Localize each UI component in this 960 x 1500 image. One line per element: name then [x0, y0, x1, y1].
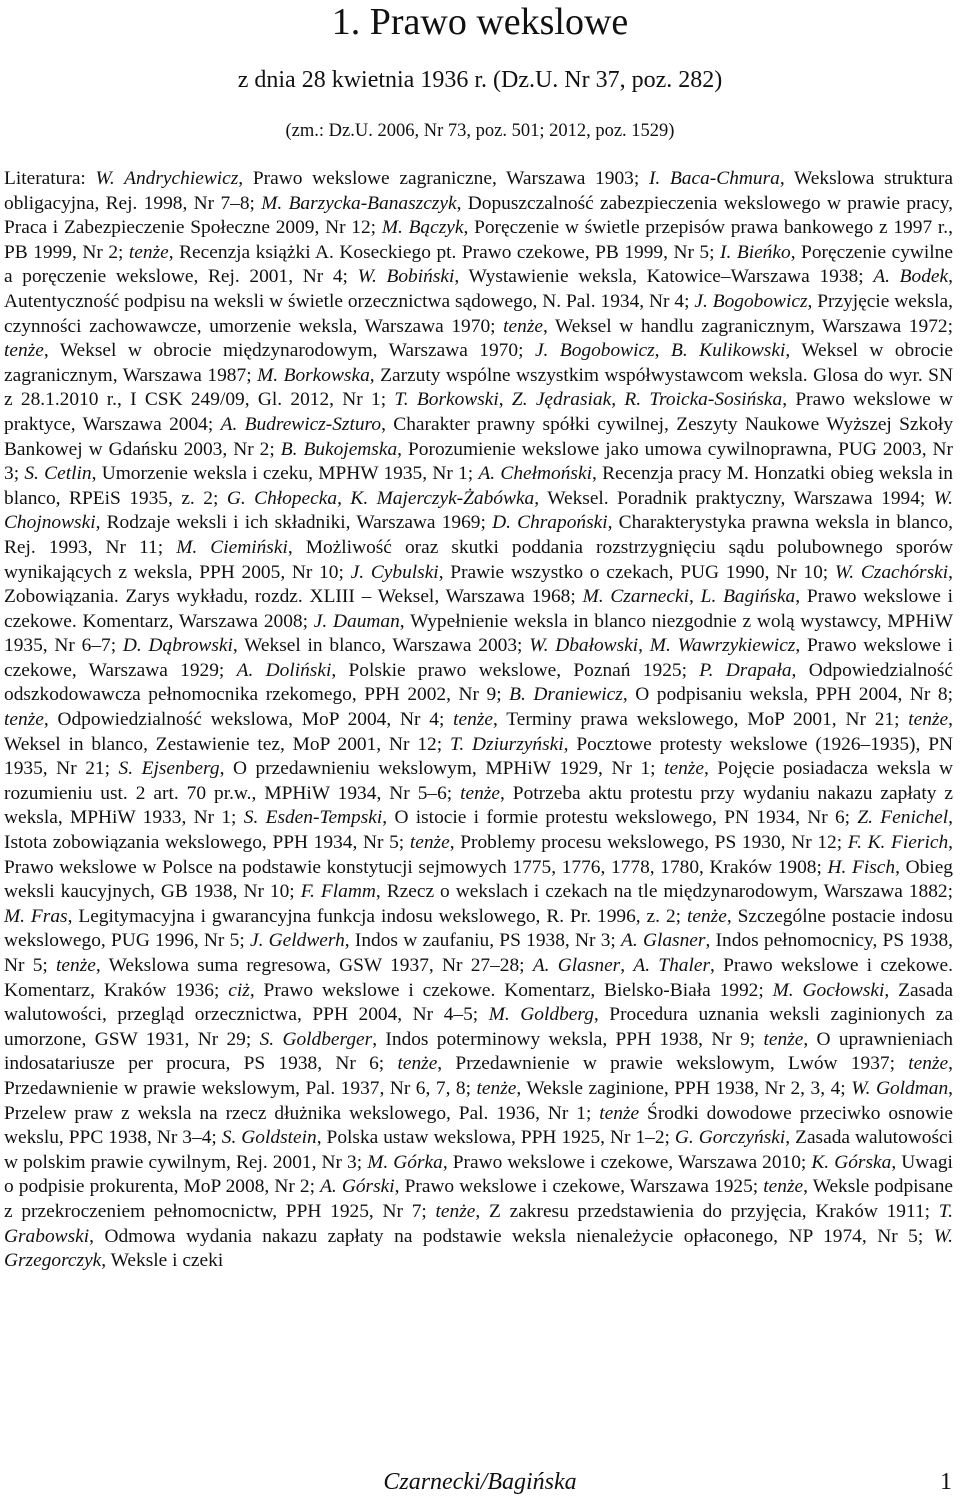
literature-author: Z. Jędrasiak: [511, 389, 612, 411]
literature-text: , Istota zobowiązania wekslowego, PPH 1934, Nr 5;: [4, 807, 953, 854]
literature-text: , Rzecz o wekslach i czekach na tle międzynarodowym, Warszawa 1882;: [375, 881, 953, 903]
literature-author: M. Bączyk: [381, 217, 464, 239]
literature-author: W. Grzegorczyk: [4, 1225, 953, 1272]
literature-text: , Prawo wekslowe zagraniczne, Warszawa 1903;: [238, 168, 649, 189]
literature-author: tenże: [56, 955, 96, 976]
literature-author: A. Glasner: [621, 930, 706, 952]
literature-text: , Możliwość oraz skutki poddania rozstrzygnięciu sądu polubownego sporów wynikających z weksla, PPH 2005, Nr 10;: [4, 536, 953, 583]
literature-author: tenże: [435, 1200, 476, 1222]
literature-author: A. Glasner: [532, 955, 621, 976]
literature-section: [4, 167, 953, 1274]
literature-text: , Indos poterminowy weksla, PPH 1938, Nr 9;: [372, 1028, 764, 1050]
literature-author: J. Geldwerh: [249, 930, 345, 952]
literature-author: tenże: [4, 340, 44, 362]
literature-text: , Procedura uznania weksli zaginionych za umorzone, GSW 1931, Nr 29;: [4, 1004, 954, 1050]
literature-text: , Z zakresu przedstawienia do przyjęcia, Kraków 1911;: [475, 1200, 939, 1222]
literature-text: ,: [611, 389, 625, 411]
literature-text: ,: [638, 635, 650, 657]
literature-text: , Weksel in blanco, Zestawienie tez, MoP 2001, Nr 12;: [4, 709, 953, 755]
literature-author: H. Fisch: [827, 856, 896, 878]
literature-text: , Zarzuty wspólne wszystkim współwystawcom weksla. Glosa do wyr. SN z 28.1.2010 r., I CSK 249/09, Gl. 2012, Nr 1;: [4, 364, 953, 411]
literature-text: , Poręczenie cywilne a poręczenie wekslowe, Rej. 2001, Nr 4;: [4, 241, 953, 288]
literature-author: T. Borkowski: [394, 389, 499, 411]
literature-text: , O przedawnieniu wekslowym, MPHiW 1929, Nr 1;: [219, 758, 665, 780]
literature-text: , Problemy procesu wekslowego, PS 1930, Nr 12;: [449, 832, 848, 854]
literature-author: S. Esden-Tempski: [243, 807, 383, 829]
literature-author: K. Majerczyk-Żabówka: [350, 487, 535, 509]
literature-text: , Przedawnienie w prawie wekslowym, Lwów 1937;: [437, 1053, 909, 1075]
literature-author: B. Bukojemska: [280, 438, 398, 460]
literature-author: tenże: [664, 758, 704, 780]
literature-text: , Odpowiedzialność wekslowa, MoP 2004, Nr 4;: [43, 709, 454, 731]
literature-author: M. Barzycka-Banaszczyk: [261, 192, 457, 214]
literature-text: , Wystawienie weksla, Katowice–Warszawa 1938;: [454, 266, 874, 288]
literature-author: tenże: [908, 1053, 949, 1075]
literature-author: M. Gocłowski: [772, 979, 885, 1001]
literature-text: , Weksel. Poradnik praktyczny, Warszawa 1994;: [534, 487, 934, 509]
literature-label: Literatura:: [4, 168, 86, 189]
literature-text: , Zasada walutowości, przegląd orzecznictwa, PPH 2004, Nr 4–5;: [4, 979, 954, 1026]
literature-text: , Zobowiązania. Zarys wykładu, rozdz. XLIII – Weksel, Warszawa 1968;: [4, 561, 953, 608]
literature-author: tenże: [453, 709, 493, 731]
literature-text: , Prawo wekslowe w praktyce, Warszawa 2004;: [4, 389, 954, 435]
literature-text: , Weksle i czeki: [101, 1250, 224, 1272]
literature-author: M. Borkowska: [257, 364, 370, 386]
literature-author: J. Dauman: [313, 610, 400, 632]
literature-author: tenże: [503, 315, 543, 337]
literature-author: B. Draniewicz: [509, 684, 623, 706]
literature-author: B. Kulikowski: [671, 340, 786, 362]
literature-text: , Prawo wekslowe i czekowe. Komentarz, Warszawa 2008;: [4, 586, 953, 632]
literature-author: M. Goldberg: [488, 1004, 594, 1026]
literature-text: , Odmowa wydania nakazu zapłaty na podstawie weksla nienależycie opłaconego, NP 1974, Nr 5;: [89, 1225, 934, 1247]
literature-author: ciż: [228, 979, 250, 1001]
literature-text: ,: [498, 389, 512, 411]
literature-text: , Recenzja książki A. Koseckiego pt. Prawo czekowe, PB 1999, Nr 5;: [168, 241, 721, 263]
literature-text: , Potrzeba aktu protestu przy wydaniu nakazu zapłaty z weksla, MPHiW 1933, Nr 1;: [4, 782, 953, 829]
literature-author: F. Flamm: [300, 881, 376, 903]
literature-author: M. Wawrzykiewicz: [649, 635, 796, 657]
literature-text: , Wypełnienie weksla in blanco niezgodnie z wolą wystawcy, MPHiW 1935, Nr 6–7;: [4, 610, 954, 657]
literature-text: , Dopuszczalność zabezpieczenia wekslowego w prawie pracy, Praca i Zabezpieczenie Społeczne 2009, Nr 12;: [4, 192, 954, 239]
literature-text: , Wekslowa suma regresowa, GSW 1937, Nr 27–28;: [95, 955, 533, 976]
literature-author: A. Thaler: [633, 955, 710, 976]
literature-text: , Terminy prawa wekslowego, MoP 2001, Nr 21;: [492, 709, 909, 731]
literature-author: W. Andrychiewicz: [95, 168, 239, 189]
literature-author: M. Fras: [4, 905, 68, 927]
literature-author: tenże: [599, 1102, 640, 1124]
literature-text: , Prawo wekslowe i czekowe, Warszawa 1925;: [394, 1176, 764, 1198]
literature-text: , Przelew praw z weksla na rzecz dłużnika wekslowego, Pal. 1936, Nr 1;: [4, 1077, 953, 1124]
literature-author: tenże: [476, 1077, 517, 1099]
page-number: 1: [940, 1469, 952, 1495]
literature-text: , Prawo wekslowe i czekowe. Komentarz, Kraków 1936;: [4, 955, 953, 1001]
literature-author: J. Cybulski: [350, 561, 439, 583]
literature-text: , Umorzenie weksla i czeku, MPHW 1935, Nr 1;: [91, 463, 479, 485]
literature-text: , Indos w zaufaniu, PS 1938, Nr 3;: [344, 930, 622, 952]
literature-text: ,: [689, 586, 701, 608]
literature-author: tenże: [763, 1028, 804, 1050]
literature-author: S. Goldberger: [259, 1028, 373, 1050]
literature-text: , Prawie wszystko o czekach, PUG 1990, Nr 10;: [438, 561, 835, 583]
literature-text: , Rodzaje weksli i ich składniki, Warszawa 1969;: [95, 512, 493, 534]
page-title: 1. Prawo wekslowe: [331, 1, 629, 43]
literature-text: , Weksle podpisane z przekroczeniem pełnomocnictw, PPH 1925, Nr 7;: [4, 1176, 954, 1222]
literature-text: , Przedawnienie w prawie wekslowym, Pal. 1937, Nr 6, 7, 8;: [4, 1053, 953, 1099]
literature-author: A. Górski: [320, 1176, 395, 1198]
literature-author: S. Goldstein: [221, 1127, 317, 1149]
literature-author: W. Goldman: [851, 1077, 949, 1099]
literature-author: T. Grabowski: [4, 1200, 953, 1247]
literature-author: tenże: [908, 709, 949, 731]
literature-author: P. Drapała: [699, 659, 792, 681]
literature-author: S. Ejsenberg: [118, 758, 220, 780]
literature-author: I. Baca-Chmura: [648, 168, 780, 189]
literature-text: , Poręczenie w świetle przepisów prawa bankowego z 1997 r., PB 1999, Nr 2;: [4, 217, 953, 263]
literature-author: tenże: [686, 905, 727, 927]
literature-author: W. Czachórski: [834, 561, 949, 583]
amendments-note: (zm.: Dz.U. 2006, Nr 73, poz. 501; 2012, poz. 1529): [285, 121, 675, 141]
literature-author: D. Dąbrowski: [122, 635, 233, 657]
literature-author: W. Dbałowski: [529, 635, 639, 657]
literature-author: M. Ciemiński: [176, 536, 288, 558]
literature-author: F. K. Fierich: [847, 832, 949, 854]
literature-text: , Zasada walutowości w polskim prawie cywilnym, Rej. 2001, Nr 3;: [4, 1127, 953, 1173]
literature-text: , Charakterystyka prawna weksla in blanco, Rej. 1993, Nr 11;: [4, 512, 954, 558]
literature-text: , Polskie prawo wekslowe, Poznań 1925;: [331, 659, 700, 681]
literature-author: M. Górka: [367, 1151, 443, 1173]
literature-text: , Recenzja pracy M. Honzatki obieg weksla in blanco, RPEiS 1935, z. 2;: [4, 463, 953, 509]
literature-author: M. Czarnecki: [582, 586, 689, 608]
literature-text: , Weksel w obrocie międzynarodowym, Warszawa 1970;: [43, 340, 535, 362]
literature-text: , Prawo wekslowe i czekowe, Warszawa 2010;: [442, 1151, 812, 1173]
literature-author: W. Chojnowski: [4, 487, 954, 534]
literature-text: Środki dowodowe przeciwko osnowie wekslu, PPC 1938, Nr 3–4;: [4, 1102, 954, 1149]
literature-text: , Prawo wekslowe i czekowe, Warszawa 1929;: [4, 635, 953, 681]
literature-author: tenże: [4, 709, 44, 731]
literature-author: G. Gorczyński: [674, 1127, 786, 1149]
literature-author: S. Cetlin: [24, 463, 92, 485]
literature-text: , Pojęcie posiadacza weksla w rozumieniu ust. 2 art. 70 pr.w., MPHiW 1934, Nr 5–6;: [4, 758, 954, 804]
literature-author: L. Bagińska: [700, 586, 796, 608]
literature-text: , Autentyczność podpisu na weksli w świetle orzecznictwa sądowego, N. Pal. 1934, Nr 4;: [4, 266, 953, 312]
literature-text: , Weksel in blanco, Warszawa 2003;: [232, 635, 530, 657]
literature-text: , Legitymacyjna i gwarancyjna funkcja indosu wekslowego, R. Pr. 1996, z. 2;: [67, 905, 687, 927]
literature-author: K. Górska: [811, 1151, 892, 1173]
literature-author: I. Bieńko: [720, 241, 791, 263]
literature-text: , Pocztowe protesty wekslowe (1926–1935), PN 1935, Nr 21;: [4, 733, 953, 780]
literature-text: , Porozumienie wekslowe jako umowa cywilnoprawna, PUG 2003, Nr 3;: [4, 438, 953, 485]
literature-text: , Polska ustaw wekslowa, PPH 1925, Nr 1–2;: [316, 1127, 675, 1149]
literature-author: T. Dziurzyński: [449, 733, 564, 755]
literature-text: ,: [337, 487, 351, 509]
literature-author: G. Chłopecka: [226, 487, 338, 509]
literature-author: tenże: [409, 832, 450, 854]
literature-author: J. Bogobowicz: [694, 290, 808, 312]
literature-text: ,: [654, 340, 671, 362]
literature-author: Z. Fenichel: [857, 807, 949, 829]
literature-text: , Prawo wekslowe i czekowe. Komentarz, Bielsko-Biała 1992;: [249, 979, 773, 1001]
literature-text: , O uprawnieniach indosatariusze per procura, PS 1938, Nr 6;: [4, 1028, 953, 1075]
literature-text: , Indos pełnomocnicy, PS 1938, Nr 5;: [4, 930, 953, 976]
footer-author: Czarnecki/Bagińska: [383, 1469, 577, 1495]
literature-text: , Wekslowa struktura obligacyjna, Rej. 1998, Nr 7–8;: [4, 168, 953, 214]
literature-text: , Obieg weksli kaucyjnych, GB 1938, Nr 10;: [4, 856, 954, 903]
literature-text: ,: [620, 955, 634, 976]
literature-author: A. Chełmoński: [478, 463, 592, 485]
literature-text: , O istocie i formie protestu wekslowego, PN 1934, Nr 6;: [382, 807, 858, 829]
literature-text: , Odpowiedzialność odszkodowawcza pełnomocnika rzekomego, PPH 2002, Nr 9;: [4, 659, 954, 706]
literature-text: , Uwagi o podpisie prokurenta, MoP 2008, Nr 2;: [4, 1151, 953, 1198]
literature-author: R. Troicka-Sosińska: [624, 389, 783, 411]
act-date-subtitle: z dnia 28 kwietnia 1936 r. (Dz.U. Nr 37, poz. 282): [237, 67, 723, 93]
literature-text: , Szczególne postacie indosu wekslowego, PUG 1996, Nr 5;: [4, 905, 953, 952]
literature-author: tenże: [460, 782, 500, 804]
literature-author: tenże: [397, 1053, 438, 1075]
literature-body: [4, 168, 953, 1271]
literature-text: [86, 168, 96, 189]
literature-text: , Prawo wekslowe w Polsce na podstawie konstytucji sejmowych 1775, 1776, 1778, 1780, Kraków 1908;: [4, 832, 953, 878]
literature-author: D. Chrapoński: [492, 512, 608, 534]
literature-author: tenże: [128, 241, 169, 263]
literature-text: , Przyjęcie weksla, czynności zachowawcze, umorzenie weksla, Warszawa 1970;: [4, 290, 953, 337]
literature-text: , Charakter prawny spółki cywilnej, Zeszyty Naukowe Wyższej Szkoły Bankowej w Gdańsku 2003, Nr 2;: [4, 413, 954, 460]
literature-author: tenże: [763, 1176, 804, 1198]
literature-text: , Weksel w handlu zagranicznym, Warszawa 1972;: [542, 315, 953, 337]
literature-author: A. Doliński: [236, 659, 332, 681]
literature-text: , Weksle zaginione, PPH 1938, Nr 2, 3, 4;: [516, 1077, 852, 1099]
literature-author: A. Budrewicz-Szturo: [220, 413, 382, 435]
literature-author: A. Bodek: [873, 266, 949, 288]
literature-author: W. Bobiński: [357, 266, 455, 288]
literature-author: J. Bogobowicz: [534, 340, 655, 362]
literature-text: , O podpisaniu weksla, PPH 2004, Nr 8;: [622, 684, 954, 706]
literature-text: , Weksel w obrocie zagranicznym, Warszawa 1987;: [4, 340, 953, 386]
